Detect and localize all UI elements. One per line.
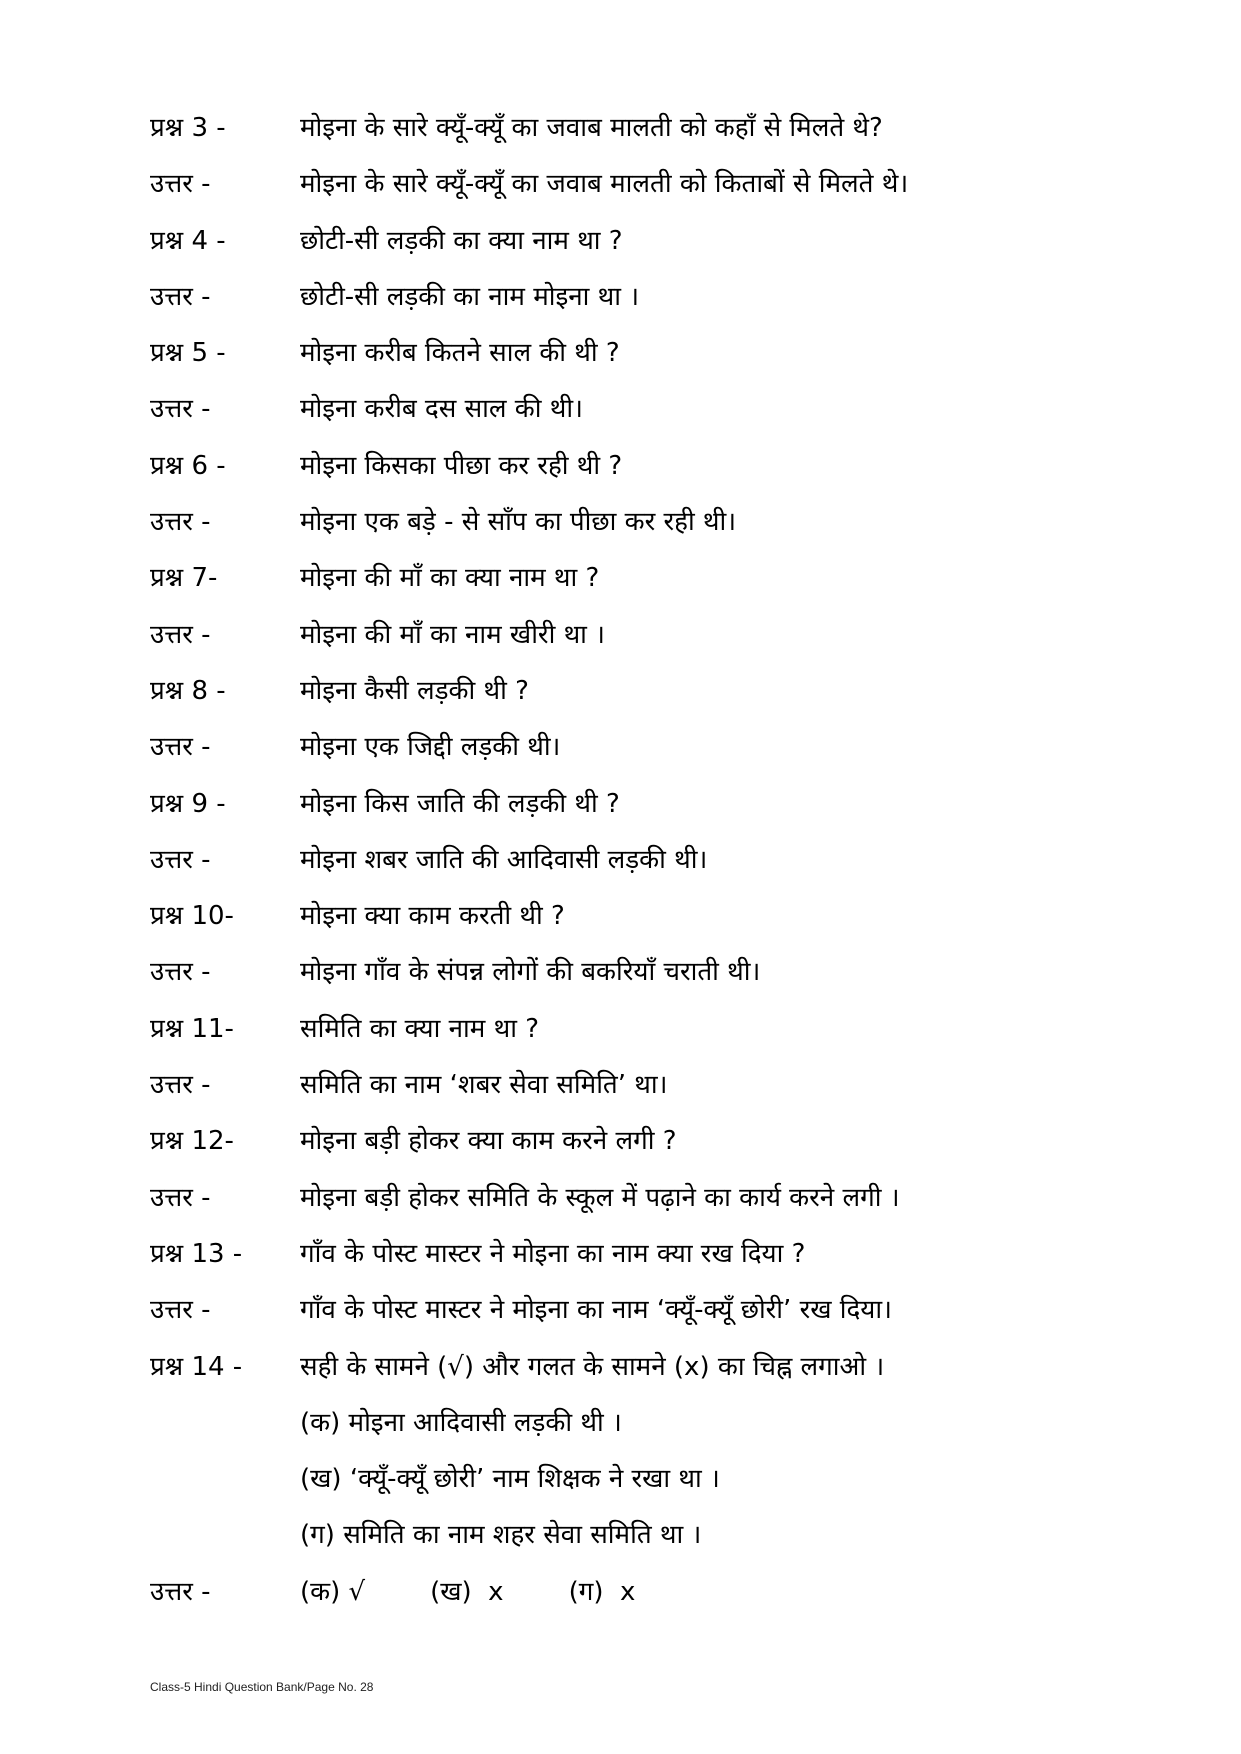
answer-mark: (ग) x — [568, 1576, 636, 1607]
question-text: गाँव के पोस्ट मास्टर ने मोइना का नाम क्या रख दिया ? — [300, 1238, 806, 1269]
question-text: मोइना बड़ी होकर क्या काम करने लगी ? — [300, 1126, 677, 1157]
answer-text: समिति का नाम ‘शबर सेवा समिति’ था। — [300, 1070, 668, 1101]
answer-row — [150, 156, 1150, 212]
answer-label: उत्तर - — [150, 844, 211, 875]
question-label: प्रश्न 6 - — [150, 450, 226, 481]
question-label: प्रश्न 11- — [150, 1013, 234, 1044]
question-label: प्रश्न 7- — [150, 563, 218, 594]
question-text: सही के सामने (√) और गलत के सामने (x) का चिह्न लगाओ । — [300, 1351, 885, 1382]
answer-row — [150, 832, 1150, 888]
question-text: समिति का क्या नाम था ? — [300, 1013, 540, 1044]
question-text: मोइना करीब कितने साल की थी ? — [300, 338, 620, 369]
answer-row — [150, 944, 1150, 1000]
answer-mark: (क) √ — [300, 1576, 366, 1607]
answer-label: उत्तर - — [150, 1182, 211, 1213]
question-text: मोइना के सारे क्यूँ-क्यूँ का जवाब मालती को कहाँ से मिलते थे? — [300, 113, 883, 143]
answer-label: उत्तर - — [150, 957, 211, 988]
question-row — [150, 888, 1150, 944]
statement-text: (ग) समिति का नाम शहर सेवा समिति था । — [300, 1520, 702, 1551]
answer-text: गाँव के पोस्ट मास्टर ने मोइना का नाम ‘क्यूँ-क्यूँ छोरी’ रख दिया। — [300, 1295, 892, 1326]
final-answer-row — [150, 1564, 1150, 1620]
answer-mark: (ख) x — [430, 1576, 504, 1607]
question-row — [150, 550, 1150, 606]
page-footer: Class-5 Hindi Question Bank/Page No. 28 — [150, 1680, 374, 1694]
question-row — [150, 1113, 1150, 1169]
statement-row — [150, 1451, 1150, 1507]
answer-label: उत्तर - — [150, 169, 211, 200]
question-row — [150, 663, 1150, 719]
answer-label: उत्तर - — [150, 1070, 211, 1101]
answer-label: उत्तर - — [150, 394, 211, 425]
answer-label: उत्तर - — [150, 507, 211, 538]
answer-text: मोइना के सारे क्यूँ-क्यूँ का जवाब मालती को किताबों से मिलते थे। — [300, 169, 909, 200]
question-text: मोइना किस जाति की लड़की थी ? — [300, 788, 620, 819]
statement-text: (क) मोइना आदिवासी लड़की थी । — [300, 1407, 622, 1438]
question-row — [150, 1339, 1150, 1395]
question-label: प्रश्न 13 - — [150, 1238, 243, 1269]
answer-text: मोइना की माँ का नाम खीरी था । — [300, 619, 606, 650]
answer-row — [150, 719, 1150, 775]
question-text: छोटी-सी लड़की का क्या नाम था ? — [300, 225, 623, 256]
answer-row — [150, 1282, 1150, 1338]
question-answer-list — [150, 100, 1150, 1620]
answer-text: मोइना बड़ी होकर समिति के स्कूल में पढ़ाने का कार्य करने लगी । — [300, 1182, 900, 1213]
answer-label: उत्तर - — [150, 1576, 211, 1607]
question-label: प्रश्न 4 - — [150, 225, 226, 256]
question-label: प्रश्न 14 - — [150, 1351, 243, 1382]
answer-text: छोटी-सी लड़की का नाम मोइना था । — [300, 281, 640, 312]
answer-row — [150, 1057, 1150, 1113]
final-answer-parts — [300, 1564, 1150, 1620]
answer-text: मोइना एक बड़े - से साँप का पीछा कर रही थी। — [300, 507, 737, 538]
answer-label: उत्तर - — [150, 732, 211, 763]
question-text: मोइना किसका पीछा कर रही थी ? — [300, 450, 623, 481]
answer-row — [150, 381, 1150, 437]
question-label: प्रश्न 3 - — [150, 113, 226, 143]
question-label: प्रश्न 10- — [150, 901, 234, 932]
question-row — [150, 1001, 1150, 1057]
question-row — [150, 213, 1150, 269]
answer-row — [150, 607, 1150, 663]
statement-text: (ख) ‘क्यूँ-क्यूँ छोरी’ नाम शिक्षक ने रखा था । — [300, 1464, 720, 1495]
statement-row — [150, 1507, 1150, 1563]
question-row — [150, 100, 1150, 156]
answer-text: मोइना गाँव के संपन्न लोगों की बकरियाँ चराती थी। — [300, 957, 761, 988]
answer-text: मोइना शबर जाति की आदिवासी लड़की थी। — [300, 844, 708, 875]
question-row — [150, 325, 1150, 381]
question-text: मोइना कैसी लड़की थी ? — [300, 675, 529, 706]
answer-label: उत्तर - — [150, 1295, 211, 1326]
statement-row — [150, 1395, 1150, 1451]
answer-label: उत्तर - — [150, 281, 211, 312]
question-label: प्रश्न 12- — [150, 1126, 234, 1157]
question-label: प्रश्न 8 - — [150, 675, 226, 706]
answer-label: उत्तर - — [150, 619, 211, 650]
answer-text: मोइना करीब दस साल की थी। — [300, 394, 583, 425]
answer-row — [150, 494, 1150, 550]
question-text: मोइना की माँ का क्या नाम था ? — [300, 563, 600, 594]
question-row — [150, 1226, 1150, 1282]
question-text: मोइना क्या काम करती थी ? — [300, 901, 565, 932]
question-label: प्रश्न 9 - — [150, 788, 226, 819]
question-row — [150, 776, 1150, 832]
answer-row — [150, 1170, 1150, 1226]
question-label: प्रश्न 5 - — [150, 338, 226, 369]
answer-row — [150, 269, 1150, 325]
answer-text: मोइना एक जिद्दी लड़की थी। — [300, 732, 561, 763]
question-row — [150, 438, 1150, 494]
